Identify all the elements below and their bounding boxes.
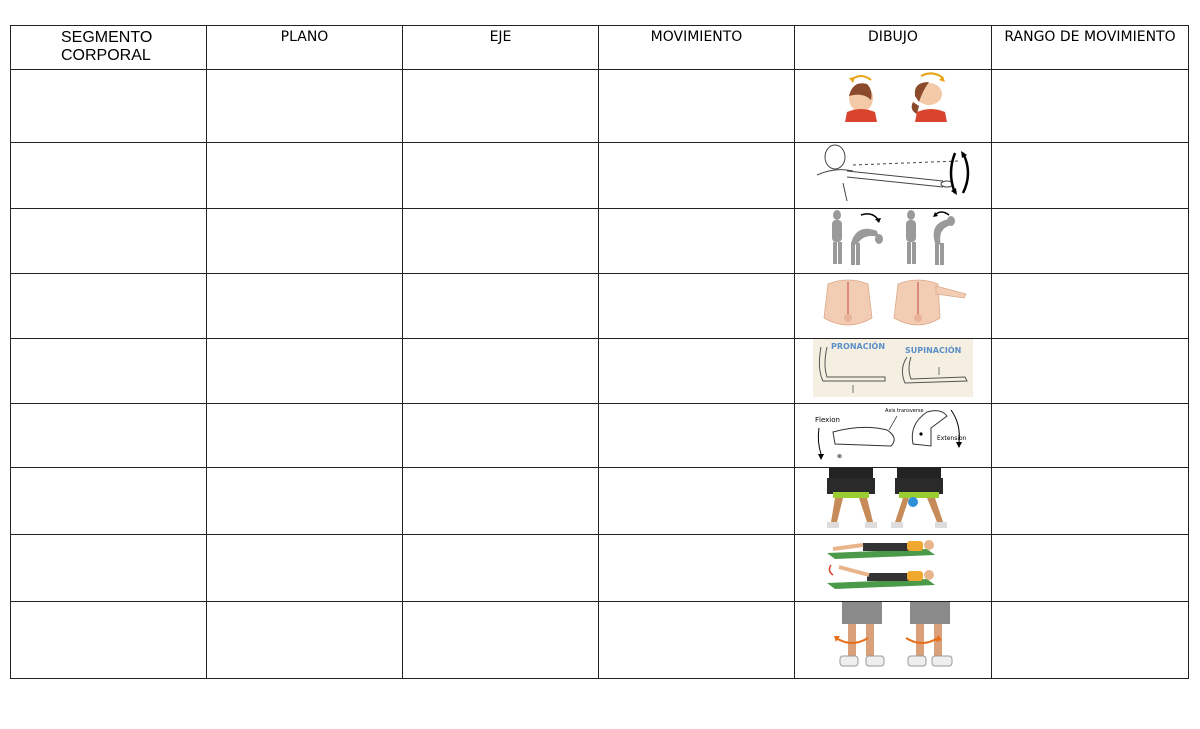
dibujo-cell [795, 70, 992, 143]
head-neck-flexion-extension-illustration [833, 70, 953, 126]
rango-cell[interactable] [992, 468, 1189, 535]
pronation-label: PRONACIÓN [831, 342, 886, 351]
dibujo-cell [795, 535, 992, 602]
dibujo-cell [795, 602, 992, 679]
rango-cell[interactable] [992, 535, 1189, 602]
rango-cell[interactable] [992, 274, 1189, 339]
header-eje: EJE [403, 26, 599, 70]
header-movimiento: MOVIMIENTO [599, 26, 795, 70]
dibujo-cell [795, 274, 992, 339]
plano-cell[interactable] [207, 209, 403, 274]
eje-cell[interactable] [403, 70, 599, 143]
eje-cell[interactable] [403, 602, 599, 679]
table-row [11, 468, 1189, 535]
eje-cell[interactable] [403, 209, 599, 274]
movimiento-cell[interactable] [599, 274, 795, 339]
eje-cell[interactable] [403, 339, 599, 404]
plano-cell[interactable] [207, 468, 403, 535]
segmento-cell[interactable] [11, 404, 207, 468]
rango-cell[interactable] [992, 209, 1189, 274]
eje-cell[interactable] [403, 468, 599, 535]
table-row [11, 143, 1189, 209]
dibujo-cell [795, 404, 992, 468]
forearm-pronation-supination-illustration [813, 339, 973, 397]
rango-cell[interactable] [992, 602, 1189, 679]
segmento-cell[interactable] [11, 209, 207, 274]
plano-cell[interactable] [207, 404, 403, 468]
movimiento-cell[interactable] [599, 404, 795, 468]
segmento-cell[interactable] [11, 70, 207, 143]
plano-cell[interactable] [207, 339, 403, 404]
shoulder-abduction-back-illustration [818, 274, 968, 332]
side-lying-leg-raise-illustration [823, 535, 963, 593]
header-row [11, 26, 1189, 70]
movimiento-cell[interactable] [599, 535, 795, 602]
plano-cell[interactable] [207, 70, 403, 143]
knee-rotation-illustration [828, 602, 958, 668]
table-row [11, 602, 1189, 679]
wrist-flexion-extension-illustration [813, 404, 973, 462]
header-rango-de-movimiento: RANGO DE MOVIMIENTO [992, 26, 1189, 70]
trunk-flexion-extension-illustration [823, 209, 963, 267]
movement-table [10, 25, 1189, 679]
movimiento-cell[interactable] [599, 339, 795, 404]
dibujo-cell [795, 339, 992, 404]
plano-cell[interactable] [207, 143, 403, 209]
segmento-cell[interactable] [11, 274, 207, 339]
movimiento-cell[interactable] [599, 209, 795, 274]
eje-cell[interactable] [403, 535, 599, 602]
plano-cell[interactable] [207, 535, 403, 602]
eje-cell[interactable] [403, 274, 599, 339]
segmento-cell[interactable] [11, 535, 207, 602]
segmento-cell[interactable] [11, 602, 207, 679]
segmento-cell[interactable] [11, 339, 207, 404]
axis-label: Axis transverse [885, 408, 924, 414]
dibujo-cell [795, 468, 992, 535]
plano-cell[interactable] [207, 602, 403, 679]
header-dibujo: DIBUJO [795, 26, 992, 70]
eje-cell[interactable] [403, 404, 599, 468]
movimiento-cell[interactable] [599, 70, 795, 143]
axis-mark: ⊗ [837, 453, 843, 460]
table-row [11, 404, 1189, 468]
flexion-label: Flexion [815, 416, 840, 424]
movimiento-cell[interactable] [599, 602, 795, 679]
table-row [11, 274, 1189, 339]
table-row [11, 535, 1189, 602]
dibujo-cell [795, 209, 992, 274]
rango-cell[interactable] [992, 339, 1189, 404]
header-plano: PLANO [207, 26, 403, 70]
plano-cell[interactable] [207, 274, 403, 339]
hip-abduction-band-illustration [823, 468, 963, 530]
eje-cell[interactable] [403, 143, 599, 209]
dibujo-cell [795, 143, 992, 209]
extension-label: Extension [937, 435, 967, 442]
segmento-cell[interactable] [11, 468, 207, 535]
segmento-cell[interactable] [11, 143, 207, 209]
table-row [11, 209, 1189, 274]
rango-cell[interactable] [992, 70, 1189, 143]
header-segmento-corporal: SEGMENTO CORPORAL [11, 26, 207, 70]
movimiento-cell[interactable] [599, 468, 795, 535]
supination-label: SUPINACIÓN [905, 346, 962, 355]
table-row [11, 70, 1189, 143]
movimiento-cell[interactable] [599, 143, 795, 209]
rango-cell[interactable] [992, 143, 1189, 209]
shoulder-rotation-illustration [813, 143, 973, 203]
table-row [11, 339, 1189, 404]
rango-cell[interactable] [992, 404, 1189, 468]
